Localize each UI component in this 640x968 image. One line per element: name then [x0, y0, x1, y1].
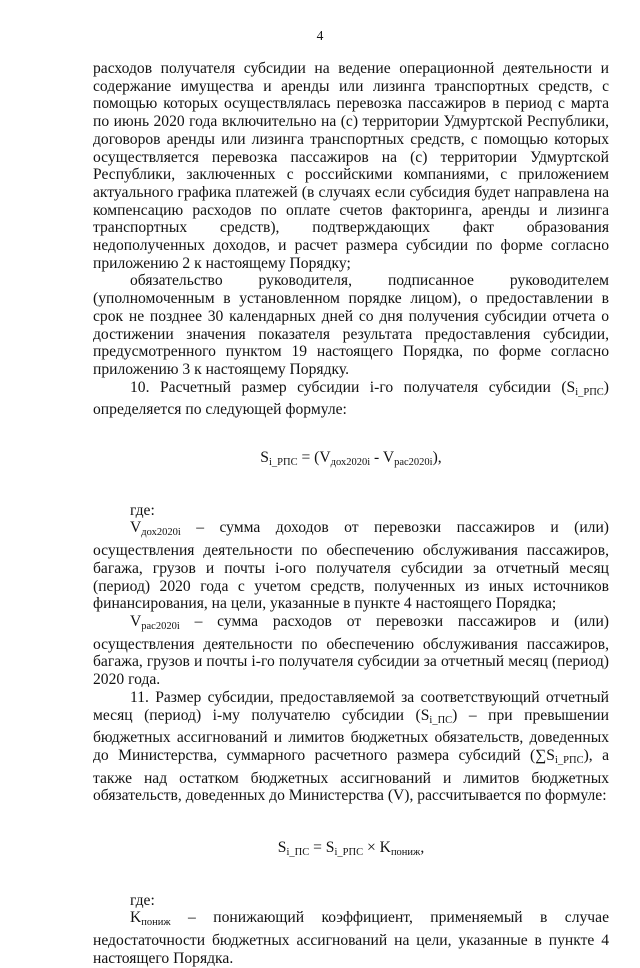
- document-body: [93, 60, 609, 968]
- paragraph-11-b: ) – при превышении бюджетных ассигнований и лимитов бюджетных обязательств, доведенных до Министерства, суммарного расчетного размера субсидий (∑S: [93, 706, 609, 764]
- formula2-s-sub: i_ПС: [286, 847, 310, 859]
- k-subscript: пониж: [141, 917, 171, 929]
- formula-calculated-subsidy: [93, 449, 609, 472]
- formula1-mid1: = (V: [297, 449, 331, 467]
- formula1-v2-sub: рас2020i: [394, 457, 433, 469]
- paragraph-11-a-sub: i_ПС: [429, 714, 453, 726]
- v-ras-symbol: V: [130, 612, 142, 630]
- v-ras-subscript: рас2020i: [141, 620, 180, 632]
- definition-v-ras: [93, 613, 609, 689]
- k-symbol: K: [130, 909, 142, 927]
- formula2-k-sub: пониж: [390, 847, 421, 859]
- v-dox-text: – сумма доходов от перевозки пассажиров и (или) осуществления деятельности по обеспечению обслуживания пассажиров, багажа, грузов и почты i-ого получателя субсидии за отчетный месяц (период) 2020 года с учетом средств, полученных из иных источников финансирования, на цели, указанные в пункте 4 настоящего Порядка;: [93, 519, 609, 613]
- paragraph-11-a: 11. Размер субсидии, предоставляемой за соответствующий отчетный месяц (период) i-му получателю субсидии (S: [93, 688, 609, 724]
- formula2-mid: = S: [309, 839, 335, 857]
- where-label-2: где:: [130, 891, 155, 909]
- paragraph-10-subscript: i_РПС: [575, 386, 604, 398]
- formula2-mid-sub: i_РПС: [334, 847, 364, 859]
- page-number: 4: [316, 28, 324, 43]
- formula1-v1-sub: дох2020i: [330, 457, 371, 469]
- formula-subsidy-reduced: [93, 839, 609, 862]
- paragraph-obligation: обязательство руководителя, подписанное руководителем (уполномоченным в установленном порядке лицом), о предоставлении в срок не позднее 30 календарных дней со дня получения субсидии отчета о достижении значения показателя результата предоставления субсидии, предусмотренного пунктом 19 настоящего Порядка, по форме согласно приложению 3 к настоящему Порядку.: [93, 272, 609, 378]
- definition-k-ponizh: [93, 909, 609, 967]
- formula2-s: S: [277, 839, 287, 857]
- definition-v-dox: [93, 519, 609, 613]
- v-dox-subscript: дох2020i: [141, 527, 181, 539]
- v-dox-symbol: V: [130, 519, 142, 537]
- paragraph-10: [93, 379, 609, 419]
- paragraph-10-text: 10. Расчетный размер субсидии i-го получателя субсидии (S: [130, 378, 576, 396]
- paragraph-continuation: расходов получателя субсидии на ведение операционной деятельности и содержание имущества и аренды или лизинга транспортных средств, с помощью которых осуществлялась перевозка пассажиров в период с марта по июнь 2020 года включительно на (с) территории Удмуртской Республики, договоров аренды или лизинга транспортных средств, с помощью которых осуществляется перевозка пассажиров на (с) территории Удмуртской Республики, заключенных с российскими компаниями, с приложением актуального графика платежей (в случаях если субсидия будет направлена на компенсацию расходов по оплате счетов факторинга, аренды и лизинга транспортных средств), подтверждающих факт образования недополученных доходов, и расчет размера субсидии по форме согласно приложению 2 к настоящему Порядку;: [93, 60, 609, 272]
- formula1-s: S: [260, 449, 269, 467]
- paragraph-10-tail: ) определяется по следующей формуле:: [93, 378, 609, 419]
- where-label-1: где:: [130, 501, 155, 519]
- paragraph-11-b-sub: i_РПС: [554, 754, 584, 766]
- v-ras-text: – сумма расходов от перевозки пассажиров и (или) осуществления деятельности по обеспечению обслуживания пассажиров, багажа, грузов и почты i-го получателя субсидии за отчетный месяц (период) 2020 года.: [93, 612, 609, 689]
- formula2-times: × K: [363, 839, 391, 857]
- formula1-end: ),: [432, 449, 442, 467]
- paragraph-11-c: ), а также над остатком бюджетных ассигнований и лимитов бюджетных обязательств, доведенных до Министерства (V), рассчитывается по формуле:: [93, 746, 609, 805]
- paragraph-11: [93, 689, 609, 805]
- formula2-end: ,: [420, 839, 425, 857]
- k-text: – понижающий коэффициент, применяемый в случае недостаточности бюджетных ассигнований на цели, указанные в пункте 4 настоящего Порядка.: [93, 909, 609, 967]
- formula1-s-sub: i_РПС: [268, 457, 298, 469]
- formula1-mid2: - V: [370, 449, 395, 467]
